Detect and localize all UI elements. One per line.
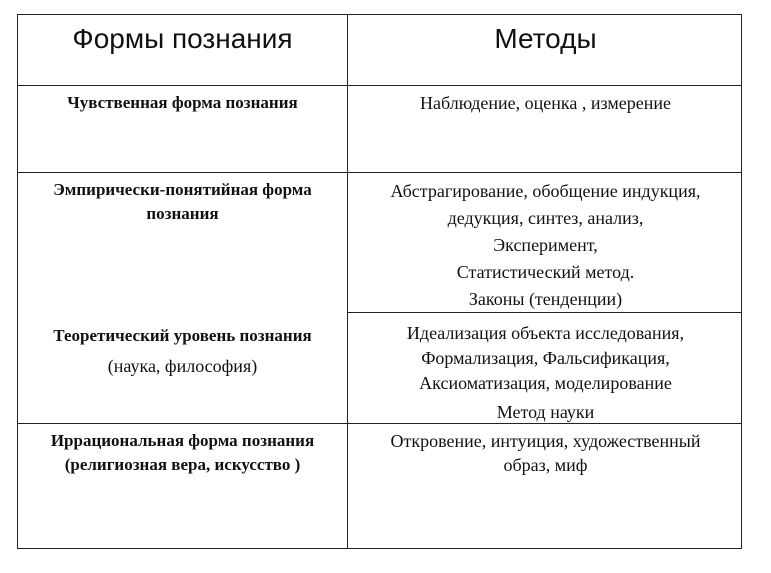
- method-line: Абстрагирование, обобщение индукция,: [390, 181, 701, 201]
- method-line: Метод науки: [496, 402, 595, 422]
- form-line: Иррациональная форма познания: [50, 431, 315, 450]
- method-line: Эксперимент,: [493, 235, 598, 255]
- methods-cell: [348, 91, 743, 115]
- form-cell: [18, 91, 347, 115]
- method-line: образ, миф: [503, 455, 588, 475]
- method-line: Идеализация объекта исследования,: [406, 323, 685, 343]
- method-line: Законы (тенденции): [468, 289, 623, 309]
- row-divider: [18, 172, 741, 173]
- methods-cell: [348, 429, 743, 477]
- form-line: Чувственная форма познания: [67, 93, 298, 112]
- form-line: (наука, философия): [107, 356, 258, 376]
- header-methods: Методы: [494, 23, 597, 54]
- method-line: Аксиоматизация, моделирование: [419, 373, 672, 393]
- method-line: Откровение, интуиция, художественный: [390, 431, 701, 451]
- method-line: Формализация, Фальсификация,: [421, 348, 670, 368]
- form-cell: [18, 178, 347, 226]
- method-line: Наблюдение, оценка , измерение: [420, 93, 671, 113]
- form-line: познания: [146, 204, 219, 223]
- method-line: дедукция, синтез, анализ,: [447, 208, 644, 228]
- header-forms: Формы познания: [72, 23, 293, 54]
- form-line: (религиозная вера, искусство ): [64, 455, 301, 474]
- method-line: Статистический метод.: [456, 262, 635, 282]
- methods-cell: [348, 178, 743, 313]
- row-divider: [18, 85, 741, 86]
- form-line: Эмпирически-понятийная форма: [53, 180, 312, 199]
- methods-cell: [348, 321, 743, 425]
- form-cell: [18, 321, 347, 381]
- form-cell: [18, 429, 347, 477]
- form-line: Теоретический уровень познания: [53, 326, 312, 345]
- knowledge-forms-table: [17, 14, 742, 549]
